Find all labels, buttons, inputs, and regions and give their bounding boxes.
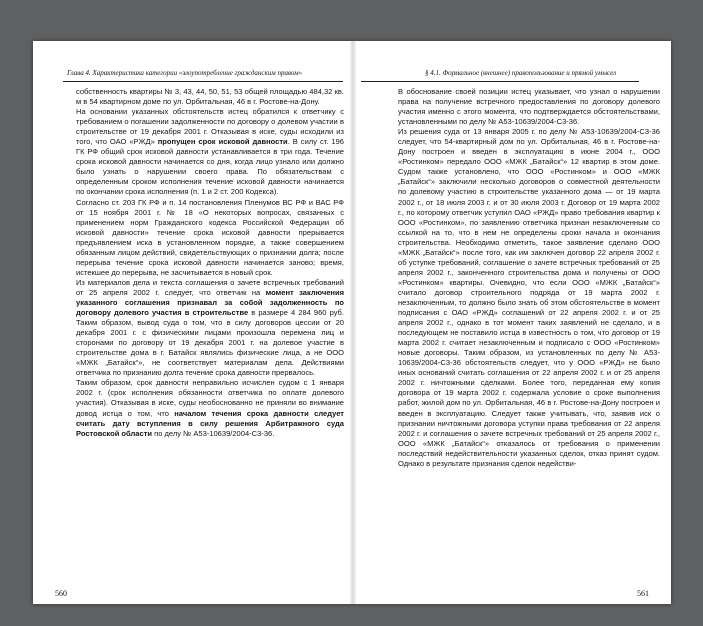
left-paragraph xyxy=(76,198,344,278)
bold-text: пропущен срок исковой давности xyxy=(157,137,288,147)
text-run: в размере 4 284 960 руб. Таким образом, вывод суда о том, что в силу договоров цессии от 20 декабря 2001 г. с физическими лицами произошла перемена лиц и сторонами по договору от 19 декабря 2001 г. на долевое участие в строительстве дома в г. Батайск являлись физические лица, а не ООО «МЖК „Батайск“», не соответствует материалам дела. Действиями ответчика по признанию долга течение срока давности прервалось. xyxy=(76,308,344,378)
left-paragraph xyxy=(76,87,344,107)
text-run: Таким образом, срок давности неправильно исчислен судом с 1 января 2002 г. (срок исполнения обязанности ответчика по оплате долевого участия). Отказывая в иске, суды необоснованно не приняли во внимание довод истца о том, что xyxy=(76,378,344,418)
right-paragraph xyxy=(398,127,660,469)
left-paragraph xyxy=(76,378,344,438)
right-paragraph xyxy=(398,87,660,127)
book-spread xyxy=(33,41,671,604)
text-run: В обоснование своей позиции истец указывает, что узнал о нарушении права на получение встречного предоставления по договору долевого участия именно с этого момента, что подтверждается обстоятельствами, установленными по делу № А53-10639/2004-С3-36. xyxy=(398,87,660,127)
text-run: Из материалов дела и текста соглашения о зачете встречных требований от 25 апреля 2002 г. следует, что ответчик на xyxy=(76,277,344,297)
text-run: На основании указанных обстоятельств истец обратился к ответчику с требованием о погашении задолженности по договору о долевом участии в строительстве от 19 декабря 2001 г. Отказывая в иске, суды исходили из того, что ОАО «РЖД» xyxy=(76,107,344,147)
left-paragraph xyxy=(76,107,344,197)
bold-text: момент заключения указанного соглашения признавал за собой задолженность по договору долевого участия в строительстве xyxy=(76,287,344,318)
bold-text: началом течения срока давности следует считать дату вступления в силу решения Арбитражного суда Ростовской области xyxy=(76,408,344,438)
left-header-rule xyxy=(63,81,343,82)
right-page xyxy=(353,41,671,604)
left-page xyxy=(33,41,353,604)
text-run: собственность квартиры № 3, 43, 44, 50, 51, 53 общей площадью 484,32 кв. м в 54 квартирном доме по ул. Орбитальная, 46 в г. Ростове-на-Дону. xyxy=(76,87,344,107)
right-page-text xyxy=(398,87,660,469)
left-page-text xyxy=(76,87,344,439)
right-running-head: § 4.1. Формальное (внешнее) правопользование и прямой умысел xyxy=(425,69,617,77)
text-run: по делу № А53-10639/2004-С3-36. xyxy=(152,428,275,438)
text-run: Из решения суда от 13 января 2005 г. по делу № А53-10639/2004-С3-36 следует, что 54-квартирный дом по ул. Орбитальная, 46 в г. Ростове-на-Дону построен и введен в эксплуатацию в июне 2004 г., ООО «Ростинком» передало ООО «МЖК „Батайск“» 12 квартир в этом доме. Судом также установлено, что ООО «Ростинком» и ООО «МЖК „Батайск“» заключили несколько договоров о совместной деятельности по долевому участию в строительстве указанного дома — от 19 марта 2002 г., от 18 июля 2003 г. и от 30 июля 2003 г. Договор от 19 марта 2002 г., по которому ответчик уступил ОАО «РЖД» право требования квартир к ООО «Ростинком», по заявлению ответчика признан незаключенным со ссылкой на то, что в нем не определены сроки начала и окончания строительства. Необходимо отметить, такое заявление сделано ООО «МЖК „Батайск“» после того, как им заключен договор 22 апреля 2002 г. об уступке требований, соглашение о зачете встречных требований от 25 апреля 2002 г., законченного строительства дома и получены от ООО «Ростинком» квартиры. Очевидно, что если ООО «МЖК „Батайск“» считало договор строительного подряда от 19 марта 2002 г. незаключенным, то должно было знать об этом обстоятельстве в момент подписания с ОАО «РЖД» соглашений от 22 апреля 2002 г. и от 25 апреля 2002 г., однако в тот момент таких заявлений не сделало, и в последующем не поставило истца в известность о том, что договор от 19 марта 2002 г. считает незаключенным и подписало с ООО «Ростинком» новые договоры. Таким образом, из установленных по делу № А53-10639/2004-С3-36 обстоятельств следует, что у ООО «РЖД» не было иных оснований считать соглашения от 22 апреля 2002 г. и от 25 апреля 2002 г. ничтожными сделками. Более того, переданная ему копия договора от 19 марта 2002 г. содержала условие о сроке выполнения работ, жилой дом по ул. Орбитальная, 46 в г. Ростове-на-Дону построен и введен в эксплуатацию. Следует также учитывать, что, заявив иск о признании ничтожными договора уступки права требования от 22 апреля 2002 г. и соглашения о зачете встречных требований от 25 апреля 2002 г., ООО «МЖК „Батайск“» отказалось от требования о применении последствий недействительности указанных сделок, отказ принят судом. Однако в результате признания сделок недействи- xyxy=(398,127,660,468)
left-running-head: Глава 4. Характеристика категории «злоупотребление гражданским правом» xyxy=(67,69,303,77)
text-run: . В силу ст. 196 ГК РФ общий срок исковой давности устанавливается в три года. Течение срока исковой давности начинается со дня, когда лицо узнало или должно было узнать о нарушении своего права. По обязательствам с определенным сроком исполнения течение исковой давности начинается по окончании срока исполнения (п. 1 и 2 ст. 200 Кодекса). xyxy=(76,137,345,197)
text-run: Согласно ст. 203 ГК РФ и п. 14 постановления Пленумов ВС РФ и ВАС РФ от 15 ноября 2001 г. № 18 «О некоторых вопросах, связанных с применением норм Гражданского кодекса Российской Федерации об исковой давности» течение срока исковой давности прерывается предъявлением иска в установленном порядке, а также совершением обязанным лицом действий, свидетельствующих о признании долга; после перерыва течение срока исковой давности начинается заново; время, истекшее до перерыва, не засчитывается в новый срок. xyxy=(76,197,344,277)
right-header-rule xyxy=(361,81,639,82)
right-page-number: 561 xyxy=(637,589,649,598)
left-page-number: 560 xyxy=(55,589,67,598)
left-paragraph xyxy=(76,278,344,378)
